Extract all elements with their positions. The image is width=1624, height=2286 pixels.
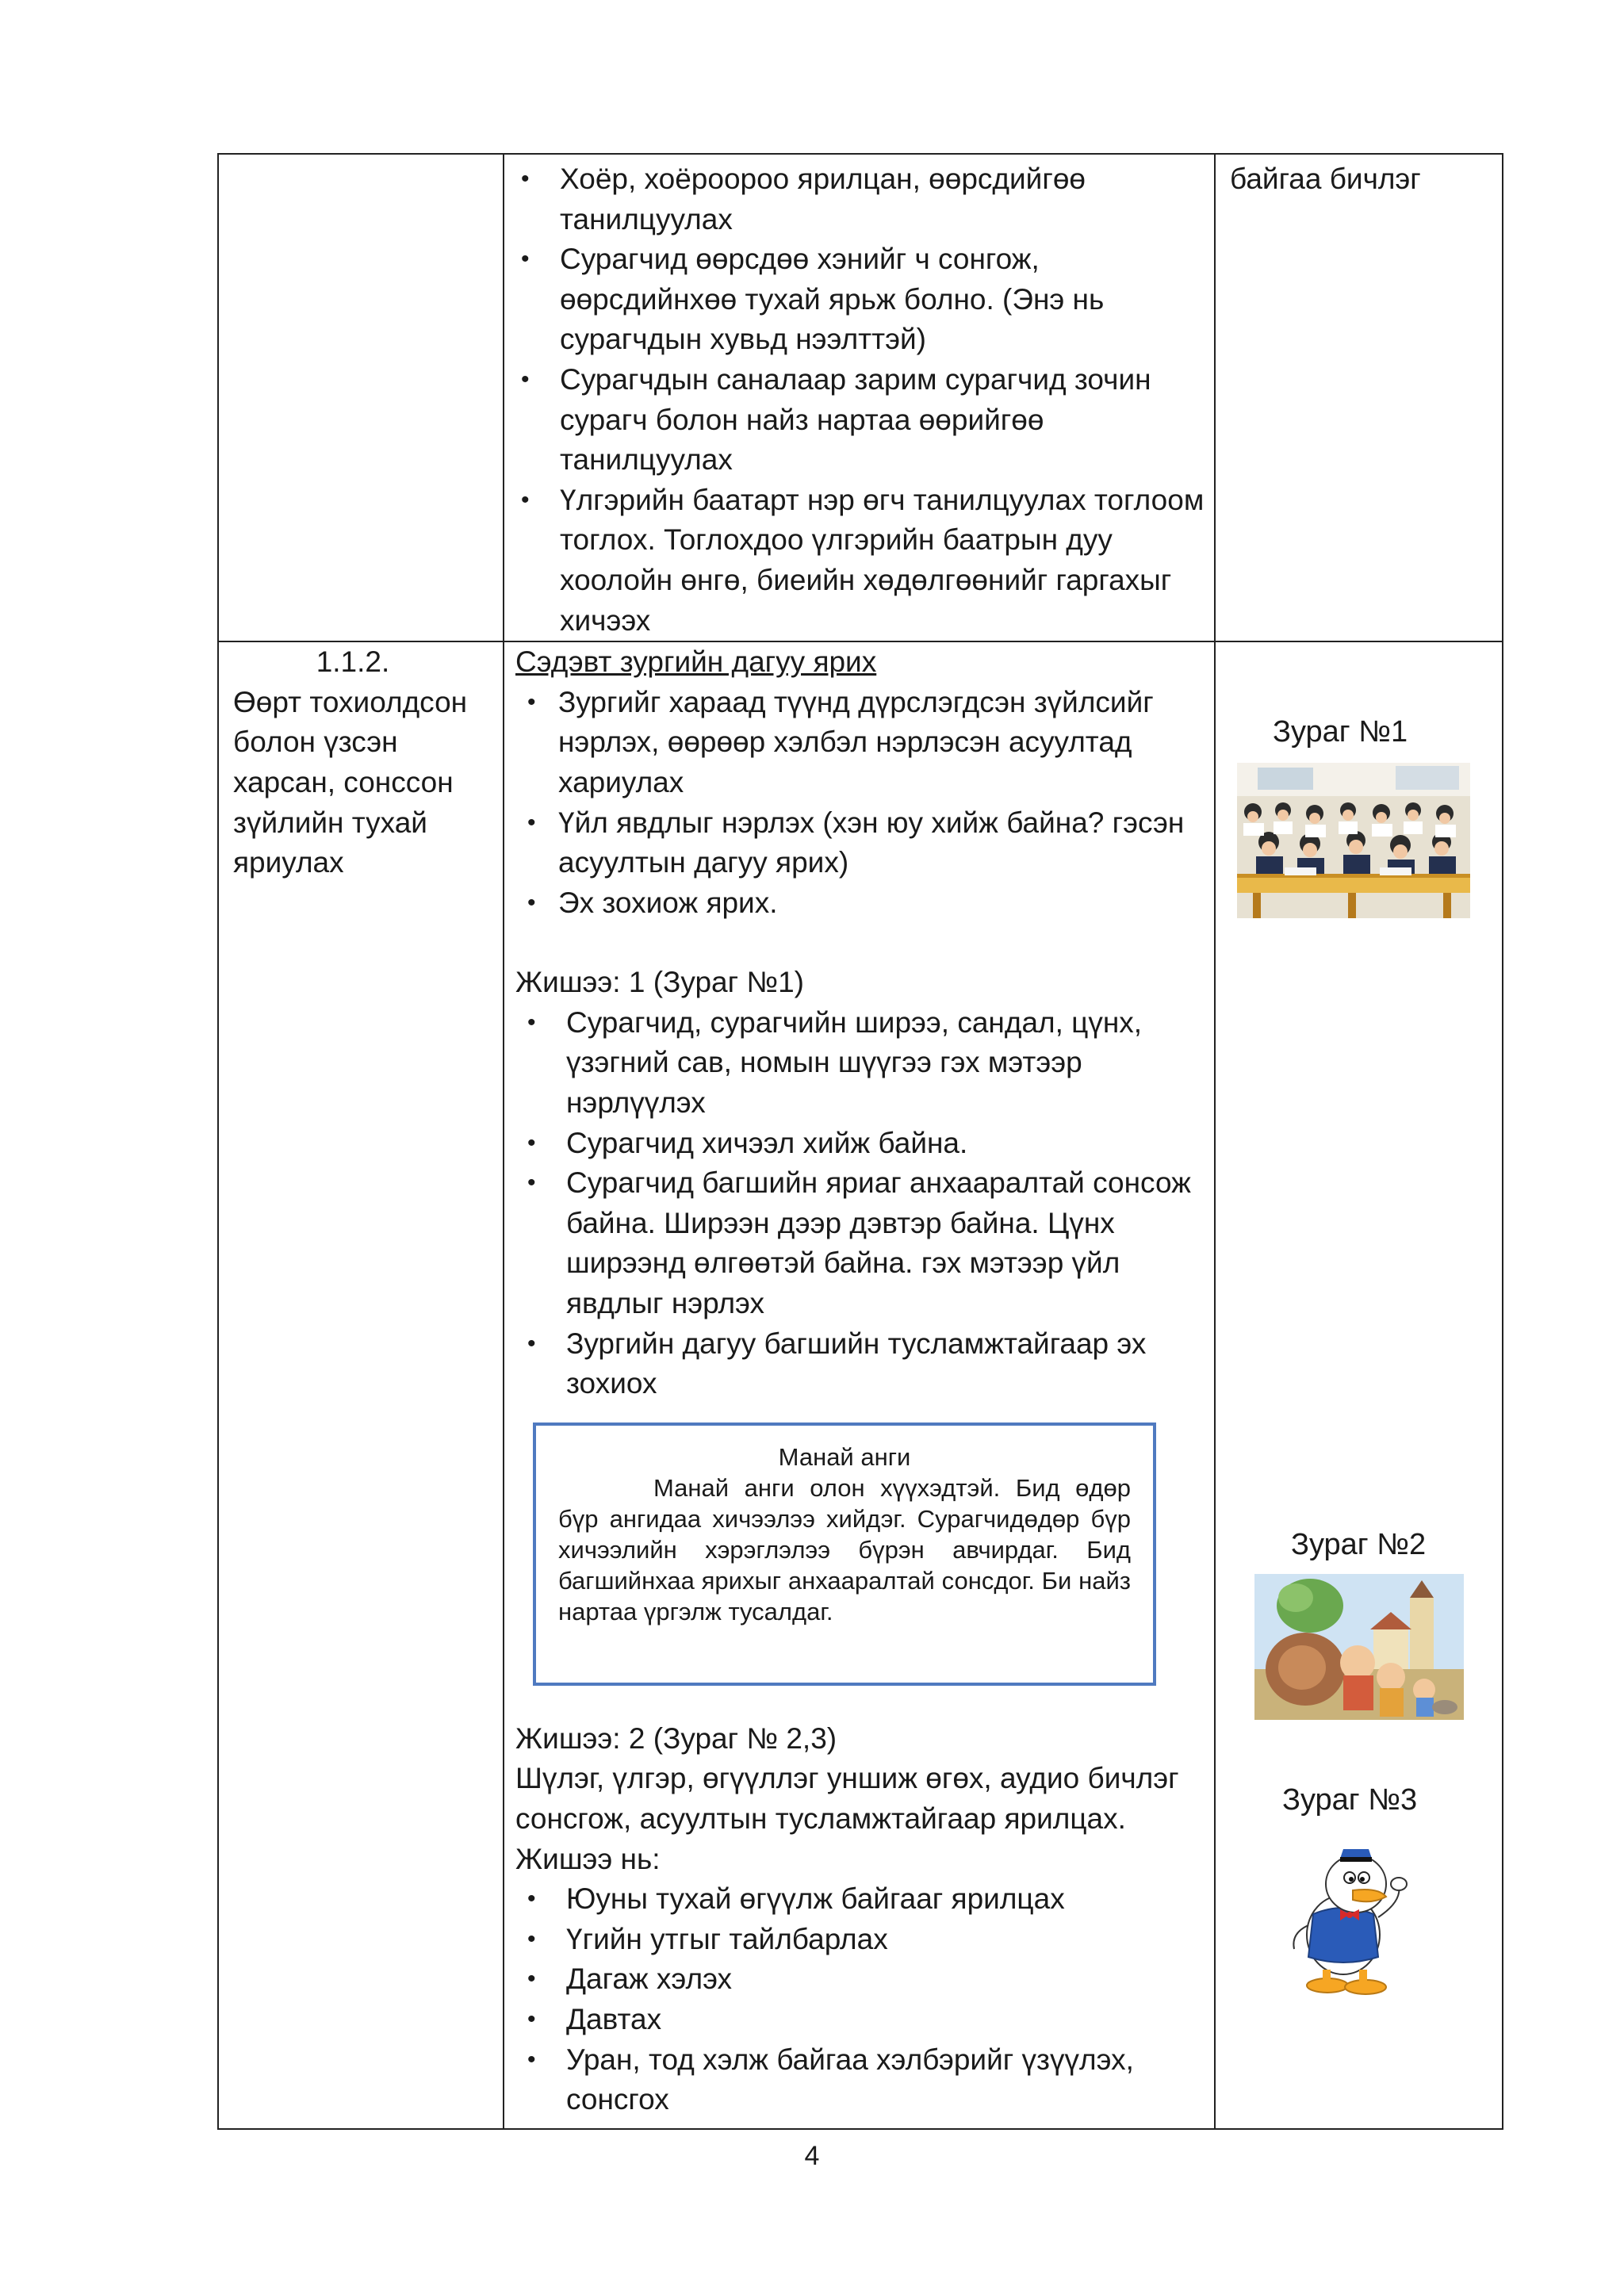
story-box-title: Манай анги: [778, 1443, 911, 1471]
resource-text: байгаа бичлэг: [1230, 163, 1421, 195]
picture-label-2: Зураг №2: [1291, 1528, 1427, 1561]
list-item: • Дагаж хэлэх: [515, 1959, 1209, 2000]
list-item: • Сурагчид өөрсдөө хэнийг ч сонгож, өөрсдийнхөө тухай ярьж болно. (Энэ нь сурагчдын хувьд нээлттэй): [509, 239, 1209, 360]
story-box: [533, 1423, 1156, 1686]
example2-title: Жишээ: 2 (Зураг № 2,3): [515, 1721, 837, 1755]
resource-cell: [1215, 154, 1503, 641]
table-row: [218, 154, 1503, 641]
list-item: • Сурагчид багшийн яриаг анхааралтай сонсож байна. Ширээн дээр дэвтэр байна. Цүнх ширээнд өлгөөтэй байна. гэх мэтээр үйл явдлыг нэрлэх: [515, 1163, 1209, 1323]
list-item: • Зургийг хараад түүнд дүрслэгдсэн зүйлсийг нэрлэх, өөрөөр хэлбэл нэрлэсэн асуултад хариулах: [515, 683, 1209, 803]
list-item: • Давтах: [515, 2000, 1209, 2040]
objective-number: 1.1.2.: [316, 645, 390, 679]
objective-cell: [218, 641, 504, 2129]
objective-text: Өөрт тохиолдсон болон үзсэн харсан, сонссон зүйлийн тухай яриулах: [233, 685, 468, 879]
cartoon-duck-illustration: [1267, 1838, 1442, 1997]
activity-cell: [504, 154, 1215, 641]
list-item: • Сурагчид хичээл хийж байна.: [515, 1124, 1209, 1164]
example1-title: Жишээ: 1 (Зураг №1): [515, 966, 804, 999]
list-item: • Юуны тухай өгүүлж байгааг ярилцах: [515, 1879, 1209, 1920]
activity-cell: [504, 641, 1215, 2129]
list-item: • Хоёр, хоёроороо ярилцан, өөрсдийгөө танилцуулах: [509, 159, 1209, 239]
objective-cell: [218, 154, 504, 641]
list-item: • Үгийн утгыг тайлбарлах: [515, 1920, 1209, 1960]
list-item: • Зургийн дагуу багшийн тусламжтайгаар эх зохиох: [515, 1324, 1209, 1404]
section-heading: Сэдэвт зургийн дагуу ярих: [515, 645, 877, 679]
picture-label-1: Зураг №1: [1273, 715, 1408, 749]
fairytale-illustration: [1254, 1574, 1464, 1720]
list-item: • Сурагчид, сурагчийн ширээ, сандал, цүнх, үзэгний сав, номын шүүгээ гэх мэтээр нэрлүүлэх: [515, 1003, 1209, 1124]
example2-text: Шүлэг, үлгэр, өгүүллэг уншиж өгөх, аудио бичлэг сонсгож, асуултын тусламжтайгаар ярилцах. Жишээ нь:: [515, 1762, 1179, 1875]
lesson-table: [217, 153, 1503, 2130]
list-item: • Эх зохиож ярих.: [515, 883, 1209, 924]
list-item: • Уран, тод хэлж байгаа хэлбэрийг үзүүлэх, сонсгох: [515, 2040, 1209, 2120]
list-item: • Үлгэрийн баатарт нэр өгч танилцуулах тоглоом тоглох. Тоглохдоо үлгэрийн баатрын дуу хоолойн өнгө, биеийн хөдөлгөөнийг гаргахыг хичээх: [509, 481, 1209, 641]
story-box-text: Манай анги олон хүүхэдтэй. Бид өдөр бүр ангидаа хичээлээ хийдэг. Сурагчидөдөр бүр хичээлийн хэрэглэлээ бүрэн авчирдаг. Бид багшийнхаа ярихыг анхааралтай сонсдог. Би найз нартаа үргэлж тусалдаг.: [558, 1474, 1131, 1625]
page-number: 4: [804, 2141, 820, 2171]
picture-label-3: Зураг №3: [1282, 1783, 1418, 1817]
classroom-photo: [1237, 763, 1470, 918]
list-item: • Сурагчдын саналаар зарим сурагчид зочин сурагч болон найз нартаа өөрийгөө танилцуулах: [509, 360, 1209, 481]
list-item: • Үйл явдлыг нэрлэх (хэн юу хийж байна? гэсэн асуултын дагуу ярих): [515, 803, 1209, 883]
